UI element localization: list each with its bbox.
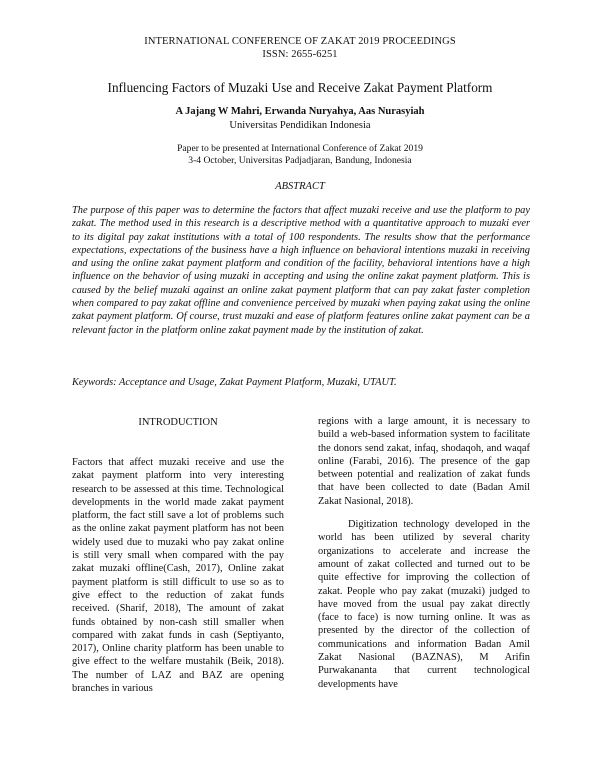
presentation-note: Paper to be presented at International Conference of Zakat 2019 (177, 143, 423, 154)
introduction-paragraph-2: regions with a large amount, it is necessary to build a web-based information system to facilitate the donors send zakat, infaq, shodaqoh, and waqaf online (Farabi, 2016). The presence of the gap between potential and realization of zakat funds that have been collected to date (Badan Amil Zakat Nasional, 2018). (318, 416, 530, 507)
conference-date-venue: 3-4 October, Universitas Padjadjaran, Bandung, Indonesia (188, 155, 412, 166)
abstract-heading: ABSTRACT (275, 181, 325, 192)
introduction-heading: INTRODUCTION (138, 417, 218, 428)
keywords-line: Keywords: Acceptance and Usage, Zakat Payment Platform, Muzaki, UTAUT. (72, 377, 397, 388)
right-column (318, 415, 530, 691)
proceedings-header: INTERNATIONAL CONFERENCE OF ZAKAT 2019 PROCEEDINGS (144, 36, 456, 47)
paper-title: Influencing Factors of Muzaki Use and Receive Zakat Payment Platform (107, 80, 493, 95)
left-column (72, 417, 284, 695)
affiliation: Universitas Pendidikan Indonesia (229, 120, 371, 131)
abstract-text: The purpose of this paper was to determine the factors that affect muzaki receive and use the platform to pay zakat. The method used in this research is a descriptive method with a quantitative approach to muzaki ever to its digital pay zakat institutions with a total of 100 respondents. The results show that the performance expectations, expectations of the business have a high influence on behavioral intentions muzaki in receiving and using the online zakat payment platform and condition of the facility, behavioral intentions have a high influence on the behavior of using muzaki in accepting and using the online zakat payment platform. This is caused by the belief muzaki against an online zakat payment platform that can pay zakat faster completion when compared to pay zakat offline and convenience perceived by muzaki when paying zakat using the online zakat payment platform. Of course, trust muzaki and ease of platform features online zakat payment can be a relevant factor in the platform online zakat payment made by the institution of zakat. (72, 205, 530, 336)
introduction-paragraph-3: Digitization technology developed in the world has been utilized by several charity organizations to accelerate and increase the amount of zakat collected and turned out to be quite effective for improving the collection of zakat. People who pay zakat (muzaki) judged to have moved from the usual pay zakat directly (face to face) is now turning online. It was as presented by the director of the collection of communications and information Badan Amil Zakat Nasional (BAZNAS), M Arifin Purwakananta that current technological developments have (318, 519, 530, 690)
introduction-paragraph-1: Factors that affect muzaki receive and use the zakat payment platform into very interesting research to be assessed at this time. Technological developments in the world made zakat payment platform, the fact still save a lot of problems such as the online zakat payment platform has not been widely used due to muzaki who pay zakat online is still very small when compared with the pay zakat muzaki offline(Cash, 2017), Online zakat payment platform is still difficult to use so as to give effect to the reduction of zakat funds received. (Sharif, 2018), The amount of zakat funds obtained by non-cash still smaller when compared with zakat funds in cash (Septiyanto, 2017), Online charity platform has been unable to give effect to the welfare mustahik (Beik, 2018). The number of LAZ and BAZ are opening branches in various (72, 457, 284, 695)
issn-line: ISSN: 2655-6251 (262, 49, 338, 60)
author-list: A Jajang W Mahri, Erwanda Nuryahya, Aas Nurasyiah (175, 106, 425, 117)
